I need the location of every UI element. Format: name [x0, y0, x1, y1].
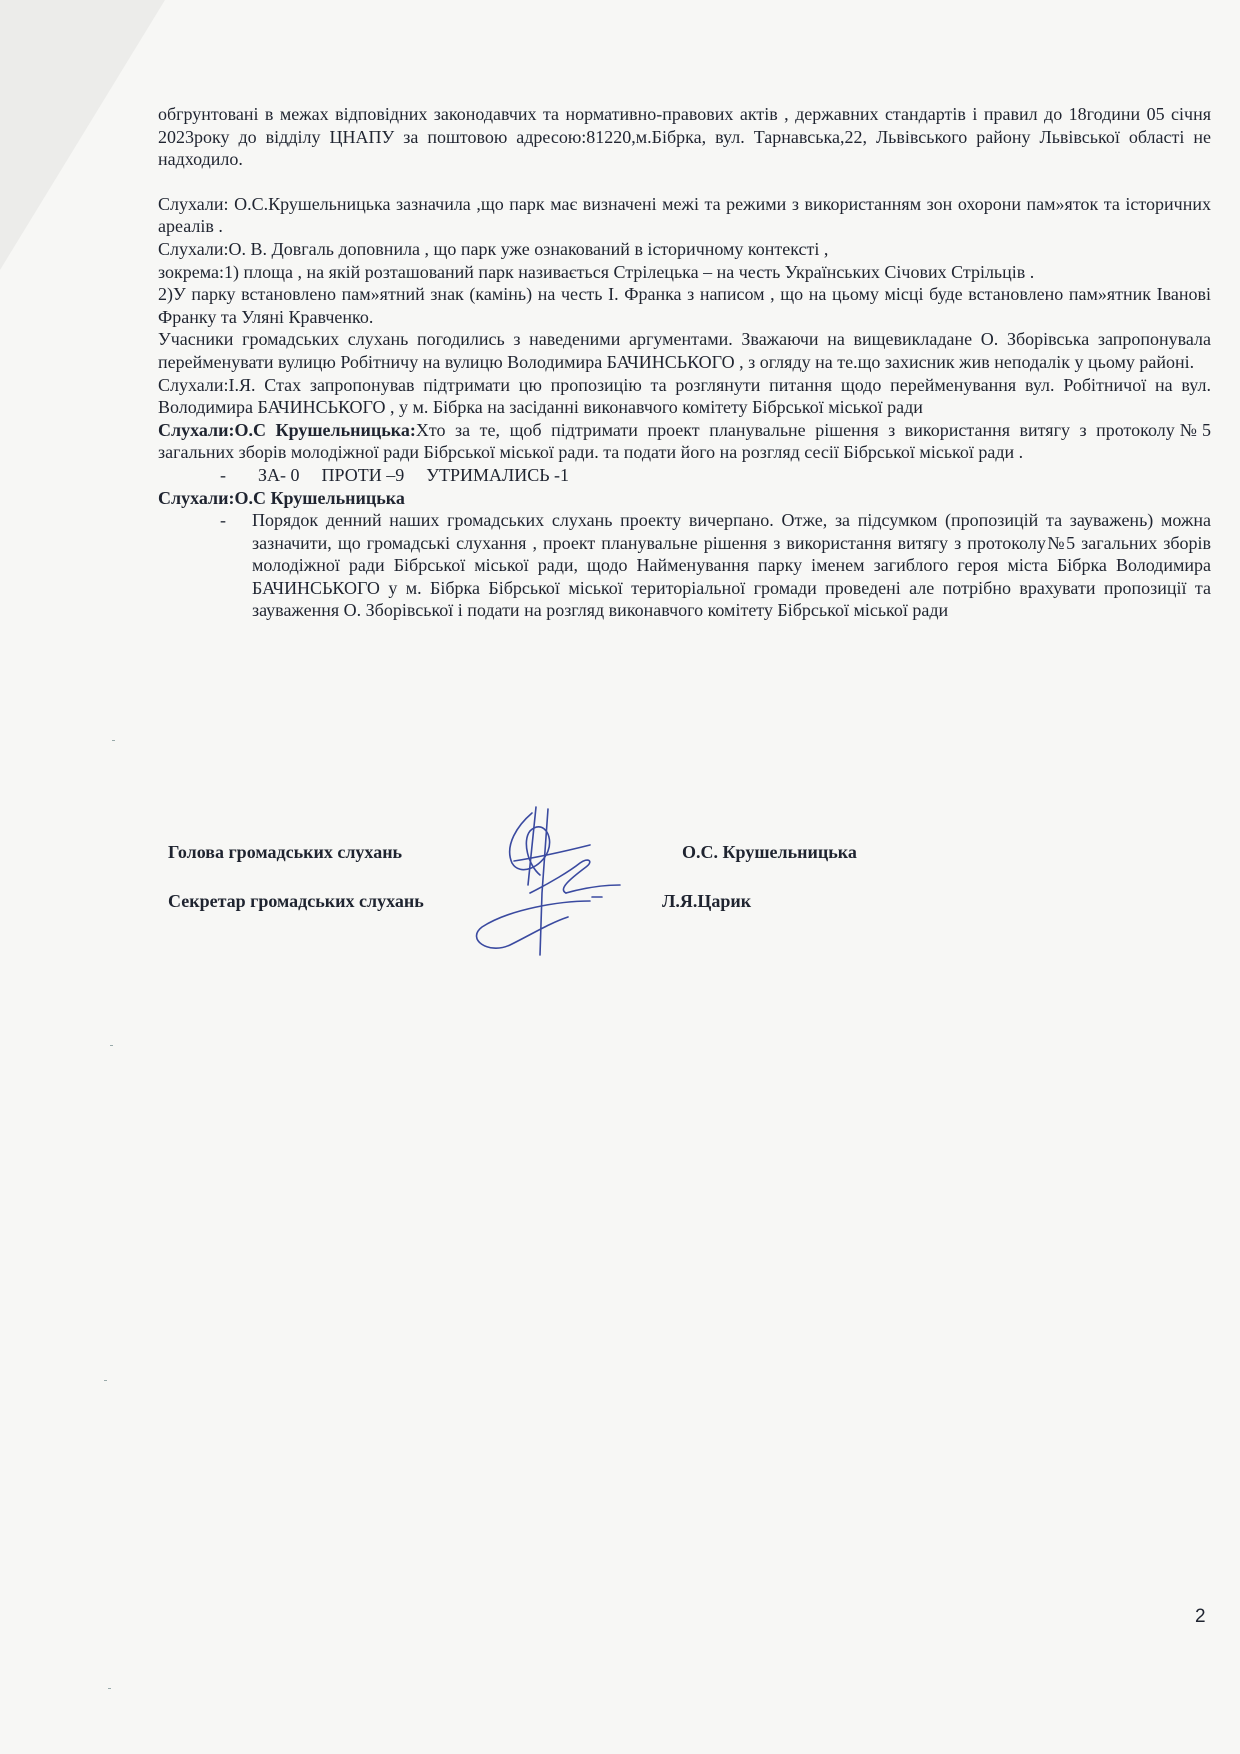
chair-label: Голова громадських слухань [168, 842, 403, 862]
paragraph-memorial-sign: 2)У парку встановлено пам»ятний знак (камінь) на честь І. Франка з написом , що на цьому місці буде встановлено пам»ятник Іванові Франку та Уляні Кравченко. [158, 284, 1211, 327]
vote-question-text: Хто за те, щоб підтримати проект планувальне рішення з використання витягу з протоколу№5 загальних зборів молодіжної ради Бібрської міської ради. та подати його на розгляд сесії Бібрської міської ради . [158, 419, 1211, 463]
speaker-label: Слухали:О.С Крушельницька: [158, 419, 416, 440]
vote-abstain: УТРИМАЛИСЬ -1 [426, 464, 570, 485]
vote-dash: - [220, 464, 226, 485]
scan-speck [104, 1380, 107, 1381]
intro-paragraph: обгрунтовані в межах відповідних законодавчих та нормативно-правових актів , державних стандартів і правил до 18години 05 січня 2023року до відділу ЦНАПУ за поштовою адресою:81220,м.Бібрка, вул. Тарнавська,22, Львівського району Львівської області не надходило. [158, 104, 1211, 170]
scan-speck [110, 1045, 113, 1046]
final-conclusion-text: Порядок денний наших громадських слухань проекту вичерпано. Отже, за підсумком (пропозицій та зауважень) можна зазначити, що громадські слухання , проект планувальне рішення з використання витягу з протоколу№5 загальних зборів молодіжної ради Бібрської міської ради, щодо Найменування парку іменем загиблого героя міста Бібрка Володимира БАЧИНСЬКОГО у м. Бібрка Бібрської міської територіальної громади проведені але потрібно врахувати пропозиції та зауваження О. Зборівської і подати на розгляд виконавчого комітету Бібрської міської ради [252, 510, 1211, 621]
page-fold-shadow [0, 0, 165, 270]
handwritten-signature [470, 805, 660, 975]
paragraph-vote-question [158, 419, 1211, 464]
secretary-name: Л.Я.Царик [662, 891, 752, 911]
page-number: 2 [1195, 1606, 1206, 1627]
secretary-label: Секретар громадських слухань [168, 891, 424, 911]
paragraph-stakh-proposal: Слухали:І.Я. Стах запропонував підтримати цю пропозицію та розглянути питання щодо перейменування вул. Робітничої на вул. Володимира БАЧИНСЬКОГО , у м. Бібрка на засіданні виконавчого комітету Бібрської міської ради [158, 374, 1211, 418]
speaker-label-final: Слухали:О.С Крушельницька [158, 487, 405, 508]
paragraph-gap [158, 171, 1211, 193]
document-body [158, 103, 1211, 622]
scan-speck [112, 740, 115, 741]
paragraph-krushelnytska-parks: Слухали: О.С.Крушельницька зазначила ,що парк має визначені межі та режими з використанням зон охорони пам»яток та історичних ареалів . [158, 193, 1211, 237]
paragraph-square: зокрема:1) площа , на якій розташований парк називається Стрілецька – на честь Українських Січових Стрільців . [158, 261, 1035, 282]
paragraph-participants-agreed: Учасники громадських слухань погодились з наведеними аргументами. Зважаючи на вищевикладане О. Зборівська запропонувала перейменувати вулицю Робітничу на вулицю Володимира БАЧИНСЬКОГО , з огляду на те.що захисник жив неподалік у цьому районі. [158, 329, 1211, 372]
vote-results [158, 464, 1211, 487]
vote-against: ПРОТИ –9 [321, 464, 405, 485]
scan-speck [108, 1688, 111, 1689]
chair-name: О.С. Крушельницька [682, 842, 857, 862]
paragraph-dovgal: Слухали:О. В. Довгаль доповнила , що парк уже ознакований в історичному контексті , [158, 238, 829, 259]
list-dash: - [220, 510, 226, 531]
vote-for: ЗА- 0 [258, 464, 300, 485]
final-conclusion [220, 509, 1211, 622]
